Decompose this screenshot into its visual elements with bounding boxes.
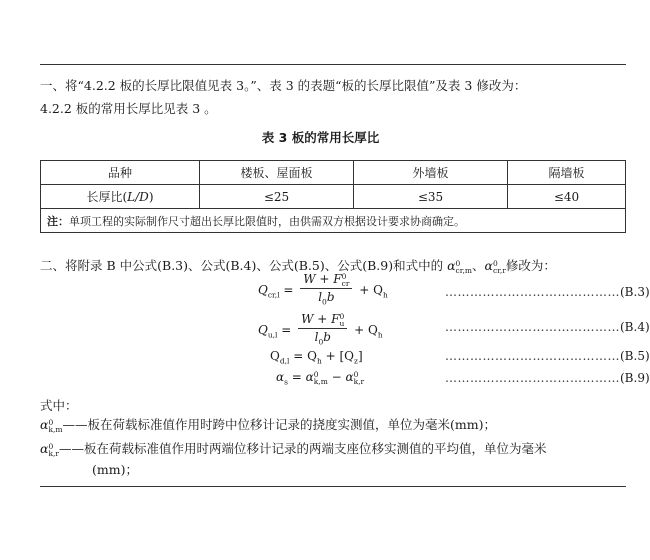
def-text: ——板在荷载标准值作用时跨中位移计记录的挠度实测值，单位为毫米(mm)； bbox=[62, 417, 496, 432]
sub: cr bbox=[341, 278, 350, 288]
table-row bbox=[41, 185, 626, 209]
sym: α bbox=[40, 441, 49, 456]
eq3-bracket: + [Q bbox=[321, 349, 355, 363]
eq2-lhs: Q bbox=[258, 322, 268, 337]
stack bbox=[48, 419, 62, 433]
row-label-cell bbox=[41, 185, 200, 209]
formula-b3: $Q_{cr,l}$ = W + F0 cr $l_0b$ + $Q_h$ bbox=[258, 272, 388, 309]
num: W + F bbox=[303, 272, 342, 286]
label: (B.9) bbox=[620, 371, 650, 385]
value-cell-partition: ≤40 bbox=[508, 185, 626, 209]
formula-b9-label bbox=[445, 371, 650, 385]
eq2-fraction bbox=[298, 312, 347, 349]
header-cell-exterior: 外墙板 bbox=[354, 161, 508, 185]
header-cell-partition: 隔墙板 bbox=[508, 161, 626, 185]
item2-mid: 、 bbox=[472, 258, 485, 273]
stack bbox=[340, 313, 345, 327]
sub: z bbox=[354, 356, 358, 366]
item1-line2: 4.2.2 板的常用长厚比见表 3 。 bbox=[40, 101, 217, 116]
eq3-close: ] bbox=[357, 349, 363, 363]
dots: …………………………………… bbox=[445, 285, 620, 299]
eq1-denominator bbox=[300, 289, 352, 309]
stack bbox=[342, 273, 350, 287]
item2-suffix: 修改为： bbox=[505, 258, 556, 273]
formula-b9 bbox=[276, 370, 364, 386]
sup: 0 bbox=[492, 258, 498, 268]
alpha-symbol: α bbox=[484, 258, 493, 273]
item1-line1: 一、将“4.2.2 板的长厚比限值见表 3。”、表 3 的表题“板的长厚比限值”及表 3 修改为： bbox=[40, 78, 527, 93]
table-caption: 表 3 板的常用长厚比 bbox=[261, 130, 380, 145]
alpha: α bbox=[276, 370, 285, 384]
definitions-heading: 式中： bbox=[40, 398, 78, 413]
sym: α bbox=[40, 417, 49, 432]
sub: d,l bbox=[279, 356, 290, 366]
item2-prefix: 二、将附录 B 中公式(B.3)、公式(B.4)、公式(B.5)、公式(B.9)和式中的 bbox=[40, 258, 448, 273]
sub: k,m bbox=[48, 424, 63, 434]
formula-b5 bbox=[270, 349, 363, 365]
formula-b4-label bbox=[445, 320, 650, 334]
sub: k,m bbox=[313, 376, 328, 386]
sub: h bbox=[316, 356, 322, 366]
table-note bbox=[41, 209, 626, 233]
formula-b3-label bbox=[445, 285, 650, 299]
sub: s bbox=[284, 377, 288, 387]
num: W + F bbox=[301, 312, 340, 326]
row-label: 长厚比( bbox=[86, 190, 128, 204]
table-note-row bbox=[41, 209, 626, 233]
sub: cr,m bbox=[455, 265, 472, 275]
table-header-row bbox=[41, 161, 626, 185]
sub: k,r bbox=[48, 448, 59, 458]
sup: 0 bbox=[48, 417, 54, 427]
sup: 0 bbox=[339, 311, 345, 321]
top-rule bbox=[40, 64, 626, 65]
formula-b5-label bbox=[445, 349, 650, 363]
sub: u bbox=[339, 318, 345, 328]
value-cell-floor: ≤25 bbox=[200, 185, 354, 209]
eq: = α bbox=[287, 370, 314, 384]
alpha-sub-sup-2 bbox=[493, 260, 506, 274]
sub: 0 bbox=[318, 336, 324, 346]
label: (B.3) bbox=[620, 285, 650, 299]
sub: h bbox=[377, 330, 383, 340]
minus: − α bbox=[327, 370, 354, 384]
def-text: ——板在荷载标准值作用时两端位移计记录的两端支座位移实测值的平均值，单位为毫米 bbox=[58, 441, 547, 456]
row-label-end: ) bbox=[148, 190, 154, 204]
eq1-numerator bbox=[300, 272, 352, 289]
sup: 0 bbox=[313, 369, 319, 379]
sub: k,r bbox=[353, 376, 365, 386]
eq2-numerator bbox=[298, 312, 347, 329]
den-b: b bbox=[323, 329, 331, 344]
header-cell-type: 品种 bbox=[41, 161, 200, 185]
eq1-plus: + Q bbox=[359, 282, 383, 297]
label: (B.4) bbox=[620, 320, 650, 334]
spec-table bbox=[40, 160, 626, 233]
eq1-lhs-sub: cr,l bbox=[267, 290, 280, 300]
alpha-symbol: α bbox=[447, 258, 456, 273]
note-label: 注： bbox=[47, 214, 69, 228]
eq2-plus: + Q bbox=[354, 322, 378, 337]
sup: 0 bbox=[341, 271, 347, 281]
den-b: b bbox=[326, 289, 335, 304]
den: l bbox=[318, 289, 323, 304]
formula-b4: $Q_{u,l}$ = W + F0 u $l_0b$ + $Q_h$ bbox=[258, 312, 383, 349]
sub: h bbox=[382, 290, 388, 300]
alpha-sub-sup-1 bbox=[456, 260, 472, 274]
label: (B.5) bbox=[620, 349, 650, 363]
definition-1 bbox=[40, 415, 496, 433]
dots: …………………………………… bbox=[445, 349, 620, 363]
dots: …………………………………… bbox=[445, 371, 620, 385]
eq2-denominator bbox=[298, 329, 347, 349]
value-cell-exterior: ≤35 bbox=[354, 185, 508, 209]
sup: 0 bbox=[353, 369, 359, 379]
eq1-lhs: Q bbox=[258, 282, 268, 297]
row-label-var: L/D bbox=[127, 190, 149, 204]
sup: 0 bbox=[48, 441, 54, 451]
bottom-rule bbox=[40, 486, 626, 487]
eq3-rest: = Q bbox=[289, 349, 317, 363]
eq3: Q bbox=[270, 349, 280, 363]
sub: 0 bbox=[322, 296, 327, 306]
note-text: 单项工程的实际制作尺寸超出长厚比限值时，由供需双方根据设计要求协商确定。 bbox=[69, 214, 465, 228]
definition-2-cont: (mm)； bbox=[92, 462, 138, 477]
dots: …………………………………… bbox=[445, 320, 620, 334]
header-cell-floor: 楼板、屋面板 bbox=[200, 161, 354, 185]
stack bbox=[314, 371, 328, 385]
stack bbox=[48, 443, 59, 457]
definition-2 bbox=[40, 439, 546, 457]
stack bbox=[354, 371, 365, 385]
eq2-lhs-sub: u,l bbox=[267, 330, 278, 340]
den: l bbox=[314, 329, 319, 344]
sub: cr,r bbox=[492, 265, 506, 275]
sup: 0 bbox=[455, 258, 461, 268]
eq1-fraction bbox=[300, 272, 352, 309]
